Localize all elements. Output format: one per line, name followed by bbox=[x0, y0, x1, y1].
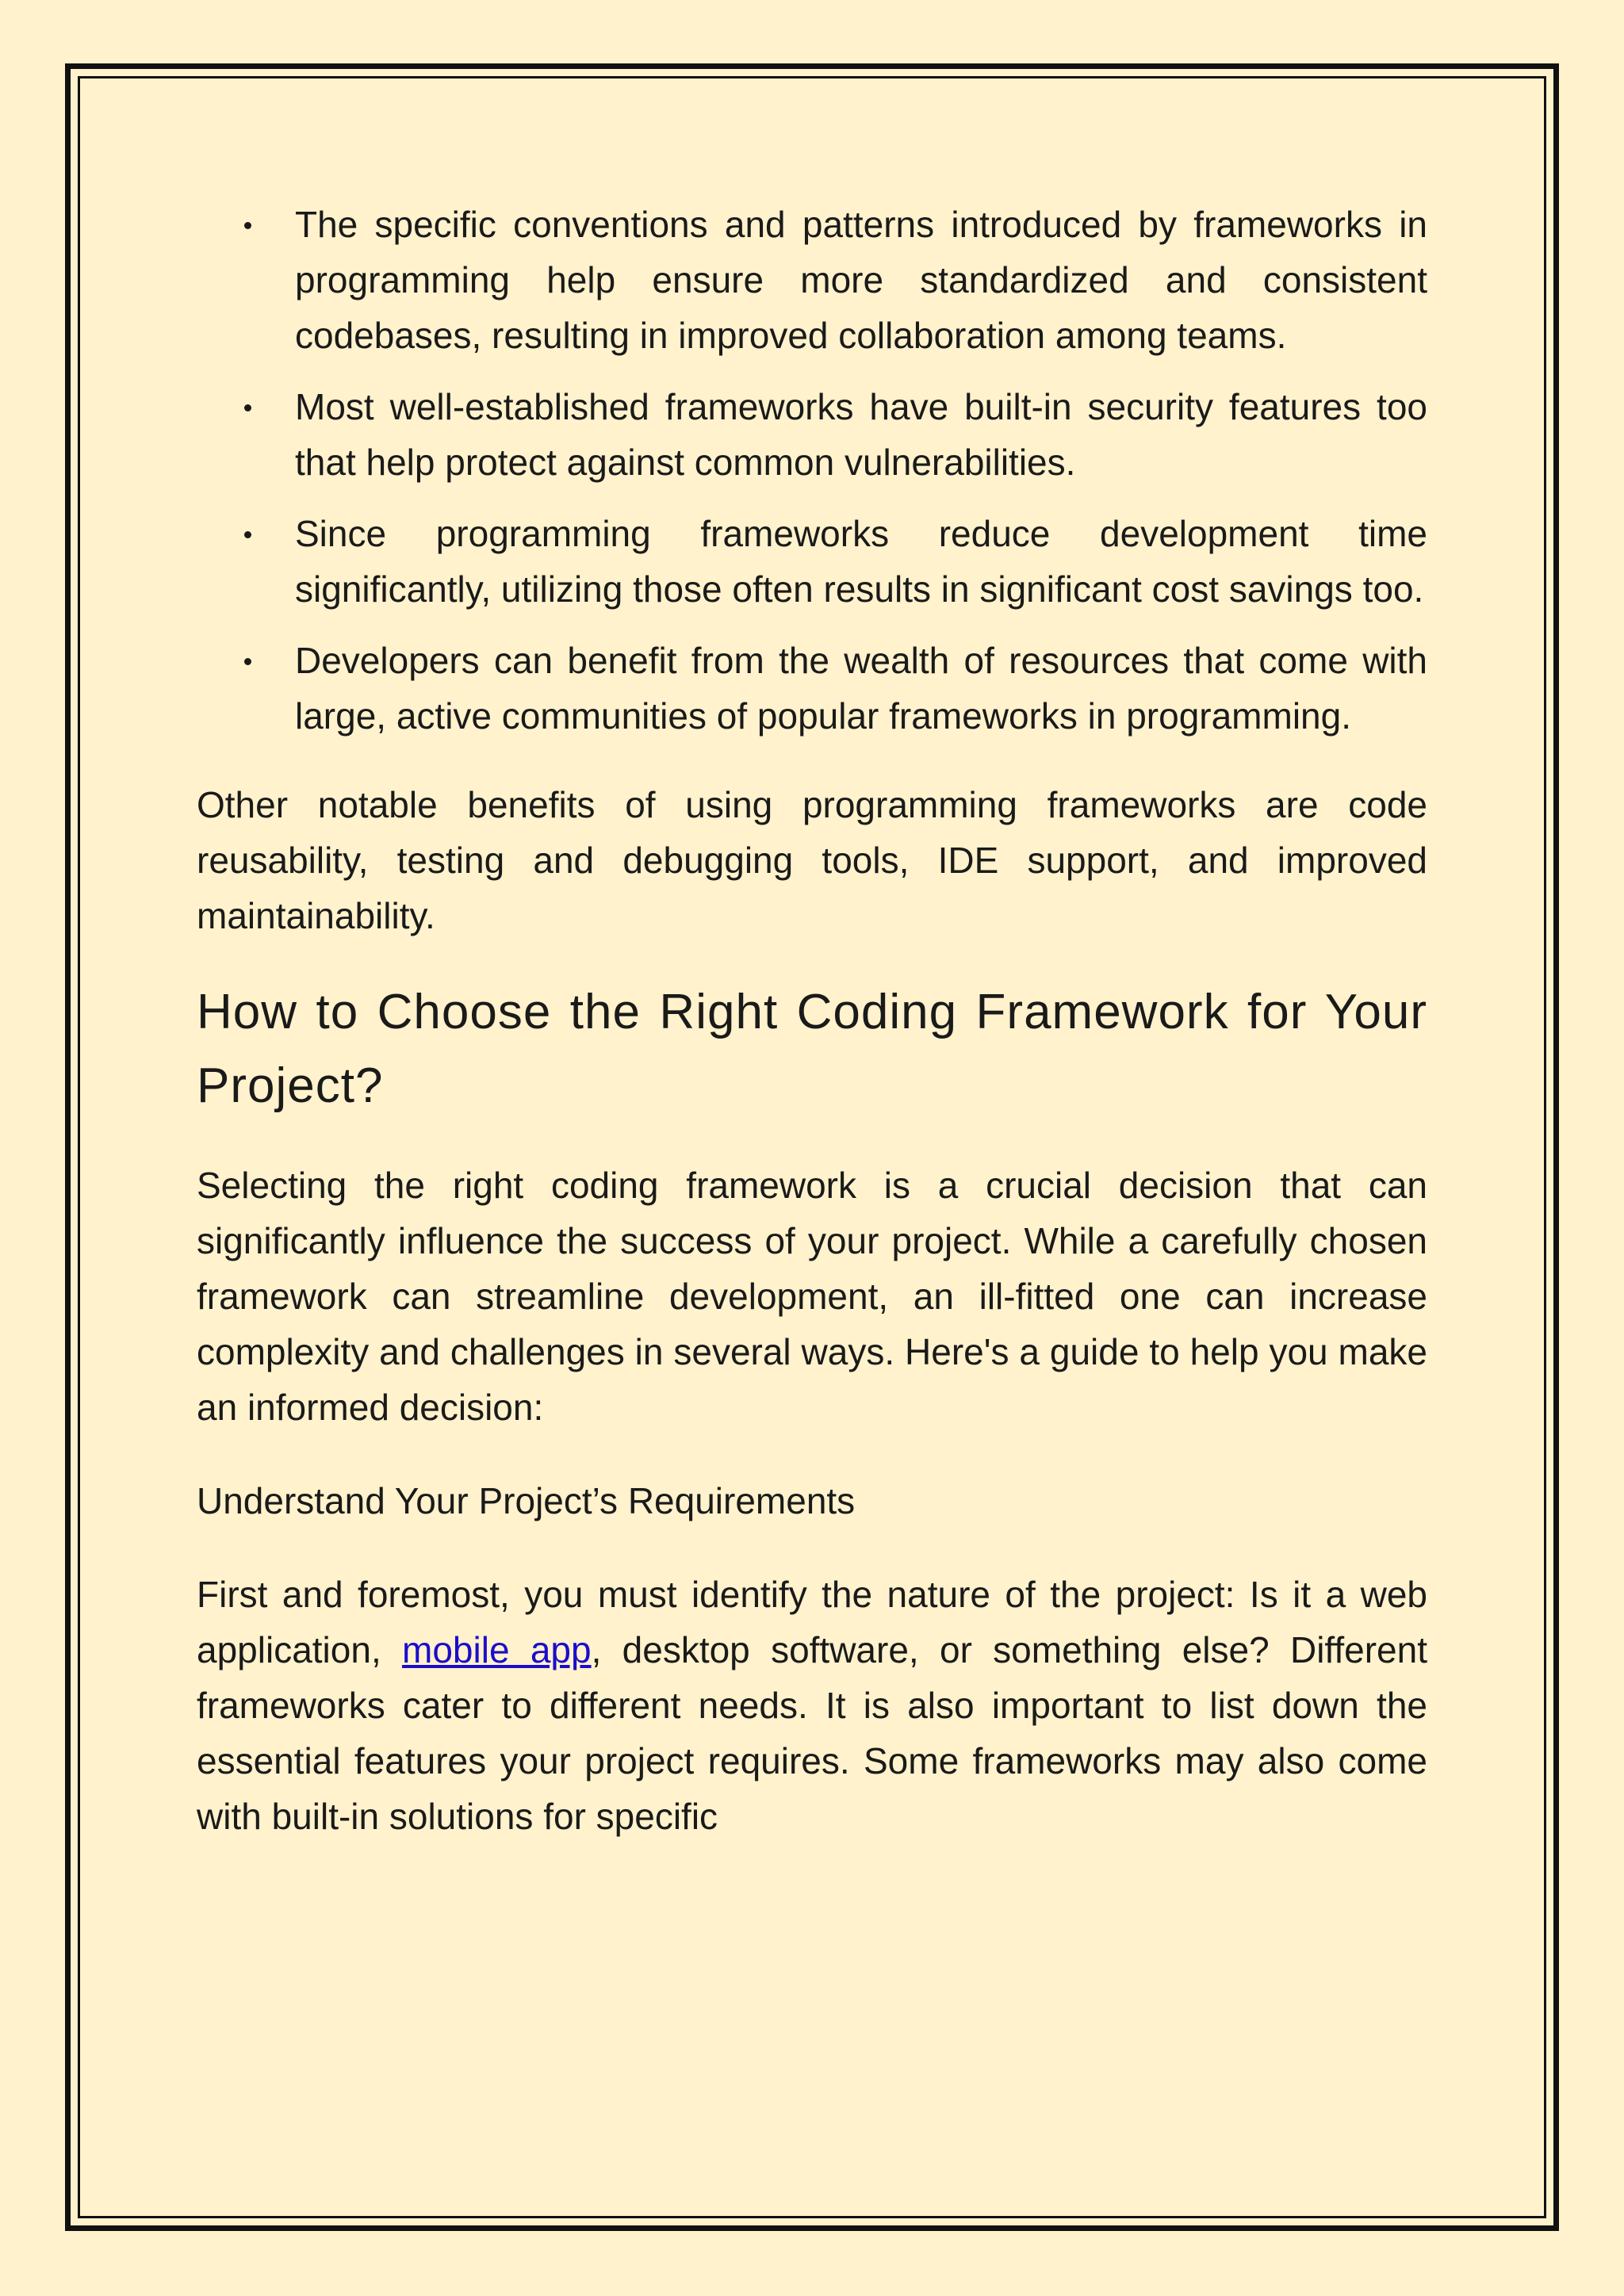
list-item bbox=[295, 633, 1427, 744]
list-item bbox=[295, 197, 1427, 363]
list-item bbox=[295, 506, 1427, 617]
selecting-paragraph: Selecting the right coding framework is a crucial decision that can significantly influence the success of your project. While a carefully chosen framework can streamline development, an ill-fitted one can increase complexity and challenges in several ways. Here's a guide to help you make an informed decision: bbox=[197, 1165, 1427, 1428]
list-item bbox=[295, 379, 1427, 490]
list-item-text: The specific conventions and patterns introduced by frameworks in programming help ensure more standardized and consistent codebases, resulting in improved collaboration among teams. bbox=[295, 204, 1427, 356]
paragraph-text-start: First and foremost, you must identify the nature of the project: Is it a web application, bbox=[197, 1574, 1427, 1670]
benefits-list bbox=[197, 197, 1427, 744]
bullet-icon bbox=[244, 222, 251, 229]
mobile-app-link[interactable]: mobile app bbox=[402, 1629, 592, 1670]
page-content bbox=[197, 197, 1427, 1844]
list-item-text: Since programming frameworks reduce development time significantly, utilizing those often results in significant cost savings too. bbox=[295, 513, 1427, 610]
subheading-requirements: Understand Your Project’s Requirements bbox=[197, 1480, 856, 1521]
list-item-text: Most well-established frameworks have built-in security features too that help protect against common vulnerabilities. bbox=[295, 386, 1427, 483]
paragraph-text-end: , desktop software, or something else? Different frameworks cater to different needs. It is also important to list down the essential features your project requires. Some frameworks may also come with built-in solutions for specific bbox=[197, 1629, 1427, 1837]
bullet-icon bbox=[244, 404, 251, 411]
requirements-paragraph bbox=[197, 1567, 1427, 1844]
section-heading: How to Choose the Right Coding Framework for Your Project? bbox=[197, 985, 1427, 1113]
bullet-icon bbox=[244, 658, 251, 665]
other-benefits-paragraph: Other notable benefits of using programming frameworks are code reusability, testing and debugging tools, IDE support, and improved maintainability. bbox=[197, 784, 1427, 936]
list-item-text: Developers can benefit from the wealth of resources that come with large, active communities of popular frameworks in programming. bbox=[295, 640, 1427, 737]
bullet-icon bbox=[244, 531, 251, 538]
